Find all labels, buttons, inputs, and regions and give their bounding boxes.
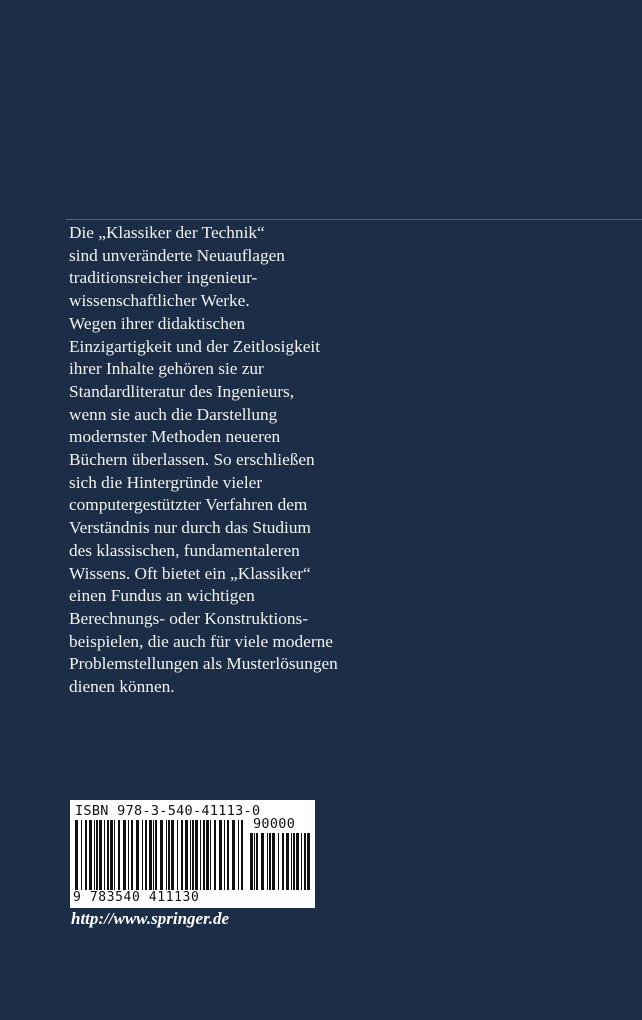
barcode-bar [227,820,229,890]
barcode-bar [286,833,289,890]
blurb-line: sind unveränderte Neuauflagen [69,245,285,265]
barcode-bar [177,820,178,890]
back-cover-blurb [69,222,359,699]
barcode-bar [85,820,87,890]
blurb-line: Berechnungs- oder Konstruktions- [69,608,309,628]
barcode-bar [155,820,157,890]
blurb-line: Büchern überlassen. So erschließen [69,450,315,470]
blurb-line: sich die Hintergründe vieler [69,472,263,492]
barcode-bar [171,820,174,890]
blurb-line: beispielen, die auch für viele moderne [69,631,333,651]
divider-rule [66,219,642,220]
barcode-bar [203,820,205,890]
barcode-bar [232,820,235,890]
barcode-bar [160,820,163,890]
addon-barcode-bars [250,833,310,890]
barcode-bar [293,833,295,890]
barcode-bar [282,833,284,890]
barcode-bar [123,820,126,890]
barcode-bar [238,820,239,890]
barcode-bar [304,833,306,890]
barcode-bar [118,820,120,890]
barcode-bar [89,820,92,890]
barcode-bar [145,820,147,890]
barcode-bar [149,820,152,890]
barcode-bar [296,833,299,890]
isbn-barcode [70,800,315,908]
barcode-bar [114,820,115,890]
barcode-bar [99,820,102,890]
blurb-line: Standardliteratur des Ingenieurs, [69,381,295,401]
blurb-line: Die „Klassiker der Technik“ [69,223,265,242]
barcode-bar [181,820,183,890]
blurb-line: wenn sie auch die Darstellung [69,404,278,424]
barcode-bar [185,820,188,890]
barcode-bar [269,833,271,890]
barcode-bar [81,820,82,890]
blurb-line: ihrer Inhalte gehören sie zur [69,359,264,379]
barcode-bar [241,820,243,890]
barcode-bar [272,833,275,890]
barcode-bar [168,820,170,890]
barcode-bar [301,833,302,890]
barcode-bar [200,820,201,890]
blurb-line: einen Fundus an wichtigen [69,586,255,606]
blurb-line: Einzigartigkeit und der Zeitlosigkeit [69,336,320,356]
blurb-line: modernster Methoden neueren [69,427,281,447]
barcode-bar [153,820,154,890]
barcode-bar [291,833,292,890]
blurb-line: des klassischen, fundamentaleren [69,540,300,560]
barcode-bar [110,820,113,890]
barcode-bar [267,833,268,890]
barcode-bar [195,820,198,890]
isbn-label: ISBN 978-3-540-41113-0 [75,803,261,819]
barcode-bar [214,820,216,890]
barcode-bar [224,820,225,890]
barcode-bar [206,820,209,890]
blurb-line: Wissens. Oft bietet ein „Klassiker“ [69,563,311,583]
barcode-bar [94,820,95,890]
blurb-line: Problemstellungen als Musterlösungen [69,654,338,674]
barcode-bars [75,820,245,890]
barcode-bar [75,820,78,890]
barcode-bar [104,820,105,890]
publisher-url[interactable]: http://www.springer.de [71,909,230,928]
barcode-bar [96,820,98,890]
blurb-line: computergestützter Verfahren dem [69,495,308,515]
barcode-bar [136,820,139,890]
barcode-bar [261,833,264,890]
barcode-bar [307,833,310,890]
barcode-bar [256,833,258,890]
addon-number: 90000 [253,816,296,832]
barcode-bar [210,820,211,890]
blurb-line: dienen können. [69,677,175,697]
barcode-digits: 9 783540 411130 [73,890,200,905]
barcode-bar [166,820,167,890]
barcode-bar [278,833,279,890]
barcode-bar [219,820,222,890]
blurb-line: Wegen ihrer didaktischen [69,313,246,333]
barcode-bar [190,820,191,890]
barcode-bar [107,820,109,890]
barcode-bar [128,820,129,890]
blurb-line: traditionsreicher ingenieur- [69,268,258,288]
barcode-bar [142,820,143,890]
blurb-line: wissenschaftlicher Werke. [69,291,250,311]
blurb-line: Verständnis nur durch das Studium [69,518,311,538]
barcode-bar [254,833,255,890]
barcode-bar [250,833,253,890]
barcode-bar [192,820,194,890]
barcode-bar [131,820,133,890]
